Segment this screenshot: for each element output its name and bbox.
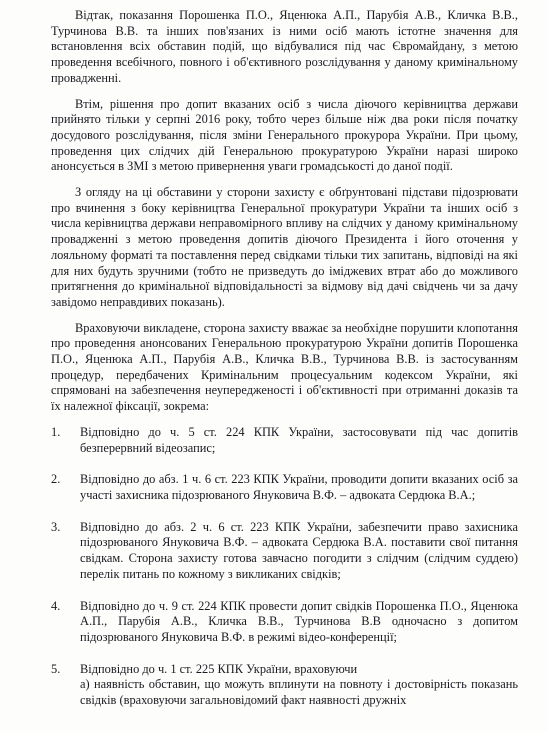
paragraph: Втім, рішення про допит вказаних осіб з числа діючого керівництва держави прийнято тільки у серпні 2016 року, тобто через більше ніж два роки після початку досудового розслідування, після зміни Генерального прокурора України. При цьому, проведення цих слідчих дій Генеральною прокуратурою України наразі широко анонсується в ЗМІ з метою привернення уваги громадськості до даної події. [51, 96, 518, 174]
list-item-text: Відповідно до абз. 2 ч. 6 ст. 223 КПК України, забезпечити право захисника підозрюваного Януковича В.Ф. – адвоката Сердюка В.А. поставити свої питання свідкам. Сторона захисту готова завчасно погодити з слідчим (слідчим суддею) перелік питань по кожному з викликаних свідків; [80, 519, 518, 581]
numbered-list [51, 425, 518, 709]
list-item-number: 2. [51, 472, 61, 487]
list-item-number: 3. [51, 519, 61, 534]
list-item-number: 5. [51, 661, 61, 676]
list-item [51, 472, 518, 503]
list-item-text: Відповідно до ч. 1 ст. 225 КПК України, враховуючи [80, 661, 358, 676]
paragraph: Відтак, показання Порошенка П.О., Яценюка А.П., Парубія А.В., Кличка В.В., Турчинова В.В. та інших пов'язаних із ними осіб мають істотне значення для встановлення всіх обставин подій, що відбувалися під час Євромайдану, з метою проведення всебічного, повного і об'єктивного розслідування у даному кримінальному провадженні. [51, 8, 518, 85]
list-item [51, 520, 518, 583]
list-item [51, 425, 518, 456]
list-item [51, 599, 518, 646]
paragraph: З огляду на ці обставини у сторони захисту є обґрунтовані підстави підозрювати про вчинення з боку керівництва Генеральної прокуратури України та інших осіб з числа керівництва держави неправомірного впливу на слідчих у даному кримінальному провадженні з метою проведення допитів діючого Президента і його оточення у лояльному форматі та поставлення перед свідками тільки тих запитань, відповіді на які для них будуть зручними (тобто не призведуть до іміджевих втрат або до можливого притягнення до кримінальної відповідальності за відмову від дачі свідчень чи за дачу завідомо неправдивих показань). [51, 185, 518, 309]
list-item-text: Відповідно до ч. 5 ст. 224 КПК України, застосовувати під час допитів безперервний відеозапис; [80, 424, 518, 455]
list-sub-item-text: а) наявність обставин, що можуть вплинути на повноту і достовірність показань свідків (враховуючи загальновідомий факт наявності дружніх [80, 677, 518, 708]
list-item-text: Відповідно до ч. 9 ст. 224 КПК провести допит свідків Порошенка П.О., Яценюка А.П., Парубія А.В., Кличка В.В., Турчинова В.В одночасно з допитом підозрюваного Януковича В.Ф. в режимі відео-конференції; [80, 598, 518, 644]
list-item-number: 4. [51, 598, 61, 613]
list-item [51, 662, 518, 709]
list-item-number: 1. [51, 424, 61, 439]
paragraph: Враховуючи викладене, сторона захисту вважає за необхідне порушити клопотання про проведення анонсованих Генеральною прокуратурою України допитів Порошенка П.О., Яценюка А.П., Парубія А.В., Кличка В.В., Турчинова В.В. із застосуванням процедур, передбачених Кримінальним процесуальним кодексом України, які спрямовані на забезпечення неупередженості і об'єктивності при отриманні доказів та їх належної фіксації, зокрема: [51, 320, 518, 414]
list-item-text: Відповідно до абз. 1 ч. 6 ст. 223 КПК України, проводити допити вказаних осіб за участі захисника підозрюваного Януковича В.Ф. – адвоката Сердюка В.А.; [80, 472, 518, 502]
